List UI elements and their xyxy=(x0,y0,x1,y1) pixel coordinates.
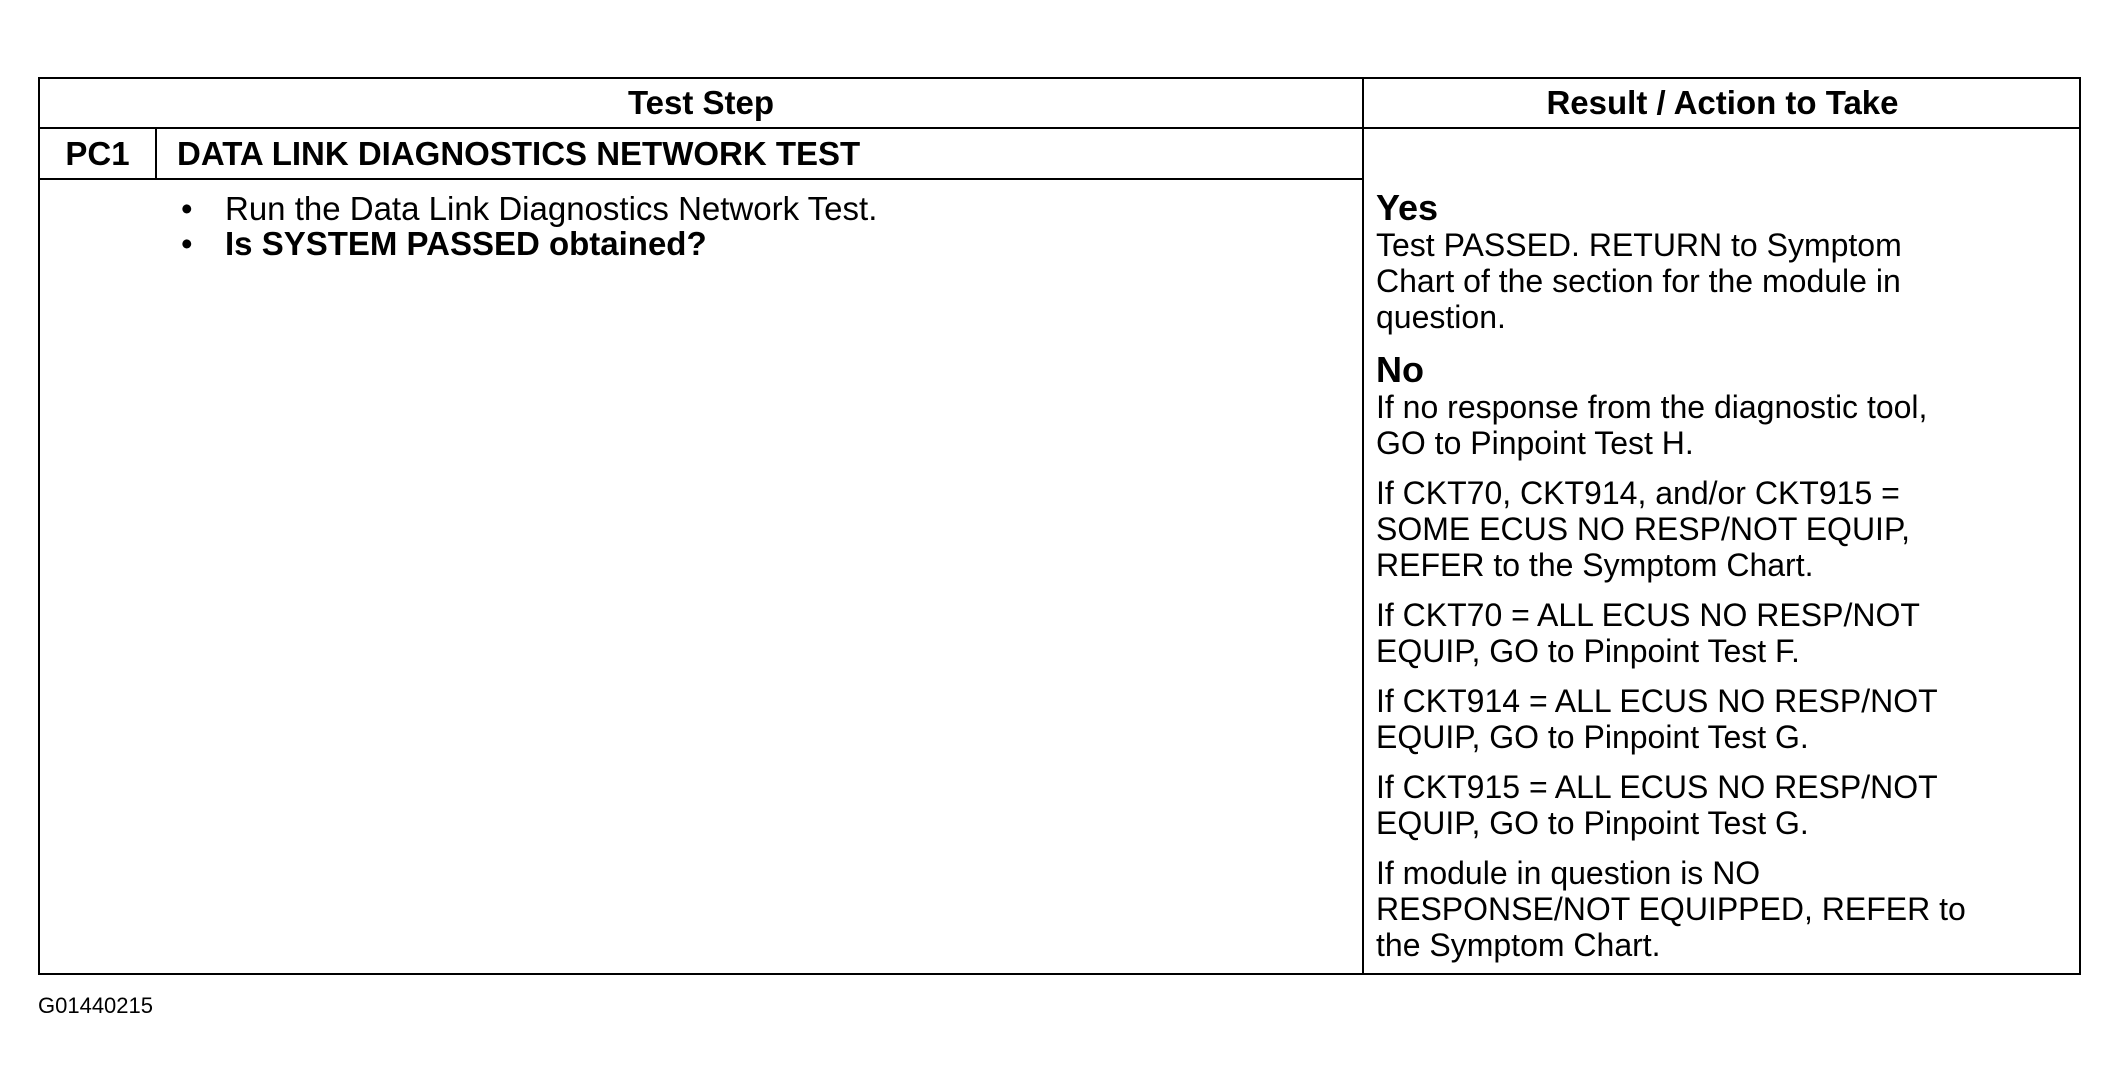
no-line: SOME ECUS NO RESP/NOT EQUIP, xyxy=(1376,511,1911,547)
yes-line: Test PASSED. RETURN to Symptom xyxy=(1376,227,1902,263)
step-title: DATA LINK DIAGNOSTICS NETWORK TEST xyxy=(177,135,861,172)
no-result xyxy=(1376,389,2076,461)
yes-result xyxy=(1376,227,2076,335)
yes-label: Yes xyxy=(1376,187,1439,228)
no-result xyxy=(1376,597,2076,669)
instruction-question: • Is SYSTEM PASSED obtained? xyxy=(177,226,877,261)
no-line: If CKT70, CKT914, and/or CKT915 = xyxy=(1376,475,1900,511)
results-column xyxy=(1376,189,2076,963)
no-line: If CKT914 = ALL ECUS NO RESP/NOT xyxy=(1376,683,1938,719)
no-result xyxy=(1376,475,2076,583)
step-id-divider xyxy=(155,128,157,179)
no-line: If module in question is NO xyxy=(1376,855,1761,891)
header-test-step: Test Step xyxy=(627,84,775,121)
yes-line: question. xyxy=(1376,299,1506,335)
column-divider xyxy=(1362,79,1364,973)
no-line: EQUIP, GO to Pinpoint Test F. xyxy=(1376,633,1800,669)
no-result xyxy=(1376,769,2076,841)
no-label: No xyxy=(1376,349,1424,390)
no-line: EQUIP, GO to Pinpoint Test G. xyxy=(1376,805,1809,841)
no-line: If no response from the diagnostic tool, xyxy=(1376,389,1928,425)
step-instructions xyxy=(177,191,877,261)
no-result xyxy=(1376,683,2076,755)
header-result-action: Result / Action to Take xyxy=(1546,84,1899,121)
no-line: the Symptom Chart. xyxy=(1376,927,1661,963)
no-line: REFER to the Symptom Chart. xyxy=(1376,547,1814,583)
yes-line: Chart of the section for the module in xyxy=(1376,263,1901,299)
instruction-item: • Run the Data Link Diagnostics Network Test. xyxy=(177,191,877,226)
no-line: GO to Pinpoint Test H. xyxy=(1376,425,1694,461)
no-result xyxy=(1376,855,2076,963)
figure-id: G01440215 xyxy=(38,993,153,1018)
no-line: RESPONSE/NOT EQUIPPED, REFER to xyxy=(1376,891,1966,927)
no-line: If CKT70 = ALL ECUS NO RESP/NOT xyxy=(1376,597,1920,633)
no-line: If CKT915 = ALL ECUS NO RESP/NOT xyxy=(1376,769,1938,805)
diagnostic-test-table xyxy=(38,77,2081,975)
no-line: EQUIP, GO to Pinpoint Test G. xyxy=(1376,719,1809,755)
step-id: PC1 xyxy=(65,135,130,172)
step-title-divider xyxy=(40,178,1363,180)
